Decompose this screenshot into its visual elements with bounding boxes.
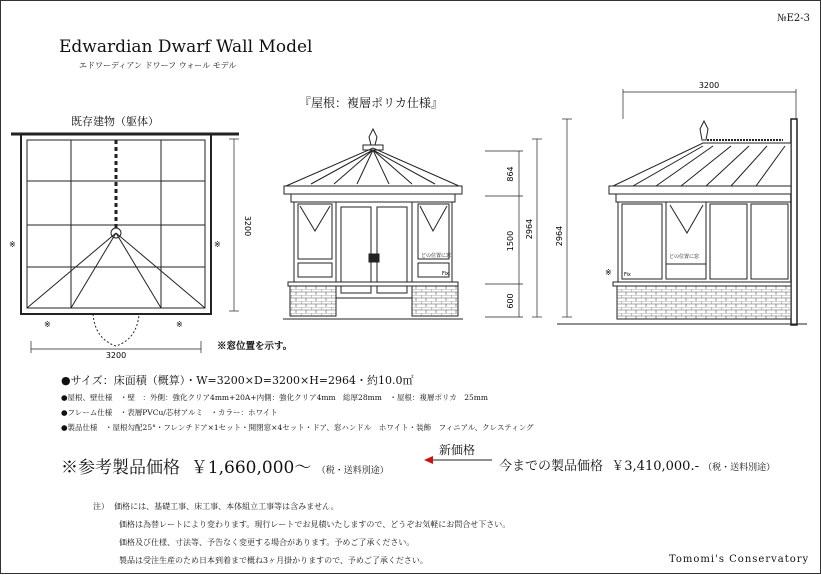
reference-number: №E2-3 (777, 13, 810, 24)
existing-building-label: 既存建物（躯体） (71, 115, 159, 128)
front-fix-label: Fix (442, 271, 449, 277)
note-line: 価格は為替レートにより変わります。現行レートでお見積いたしますので、どうぞお気軽にお問合せ下さい。 (119, 520, 511, 529)
side-window-text: どの位置に窓 (669, 254, 700, 260)
notes-prefix: 注） (93, 502, 109, 511)
new-price-tax-note: （税・送料別途） (316, 466, 389, 476)
side-total-height-dimension: 2964 (555, 225, 564, 247)
window-position-note: ※窓位置を示す。 (217, 341, 293, 352)
plan-width-dimension: 3200 (105, 351, 127, 360)
architectural-drawings (1, 1, 821, 575)
old-price-tax-note: （税・送料別途） (703, 463, 776, 473)
plan-depth-dimension: 3200 (243, 215, 252, 237)
roof-wall-spec: ●屋根、壁仕様 ・壁 ：外側：強化クリア4mm+20A+内側：強化クリア4mm 総厚28mm ・屋根：複層ポリカ 25mm (61, 393, 489, 402)
reference-price-label: ※参考製品価格 (61, 458, 180, 478)
base-height-dimension: 600 (506, 293, 515, 309)
side-elevation (557, 89, 807, 325)
reference-price-row (61, 453, 389, 478)
old-price-label: 今までの製品価格 (499, 459, 604, 474)
product-spec: ●製品仕様 ・屋根勾配25°・フレンチドア×1セット・開閉窓×4セット・ドア、窓ハンドル ホワイト・装飾 フィニアル、クレスティング (61, 423, 534, 432)
front-window-text: どの位置に窓 (421, 253, 452, 259)
plan-window-mark-bottom-right: ※ (176, 320, 183, 329)
plan-window-mark-bottom-left: ※ (44, 320, 51, 329)
brand-name: Tomomi's Conservatory (669, 554, 810, 565)
roof-height-dimension: 864 (506, 166, 515, 182)
old-price-value: ￥3,410,000.- (611, 459, 699, 474)
size-spec: ●サイズ：床面積（概算）・W=3200×D=3200×H=2964・約10.0㎡ (61, 374, 414, 387)
front-elevation (283, 129, 542, 319)
note-line: 価格及び仕様、寸法等、予告なく変更する場合があります。予めご了承ください。 (119, 538, 415, 547)
plan-window-mark-right: ※ (214, 240, 221, 249)
side-window-mark: ※ (605, 268, 612, 277)
side-width-dimension: 3200 (698, 81, 720, 90)
notes-block (93, 498, 510, 570)
roof-spec-label: 『屋根：複層ポリカ仕様』 (299, 96, 443, 110)
side-fix-label: Fix (624, 272, 631, 278)
front-total-height-dimension: 2964 (525, 218, 534, 240)
new-price-label: 新価格 (439, 443, 476, 457)
model-subtitle: エドワーディアン ドワーフ ウォール モデル (79, 61, 237, 70)
model-title: Edwardian Dwarf Wall Model (59, 37, 313, 57)
note-line: 注） 価格には、基礎工事、床工事、本体組立工事等は含みません。 (93, 502, 339, 511)
note-line: 製品は受注生産のため日本到着まで概ね3ヶ月掛かりますので、予めご了承ください。 (119, 556, 428, 565)
plan-window-mark-left: ※ (9, 240, 16, 249)
new-price-value: ￥1,660,000〜 (190, 458, 312, 478)
wall-height-dimension: 1500 (506, 230, 515, 252)
old-price-row (499, 455, 775, 474)
frame-spec: ●フレーム仕様 ・表層PVCu/芯材アルミ ・カラー：ホワイト (61, 408, 278, 417)
